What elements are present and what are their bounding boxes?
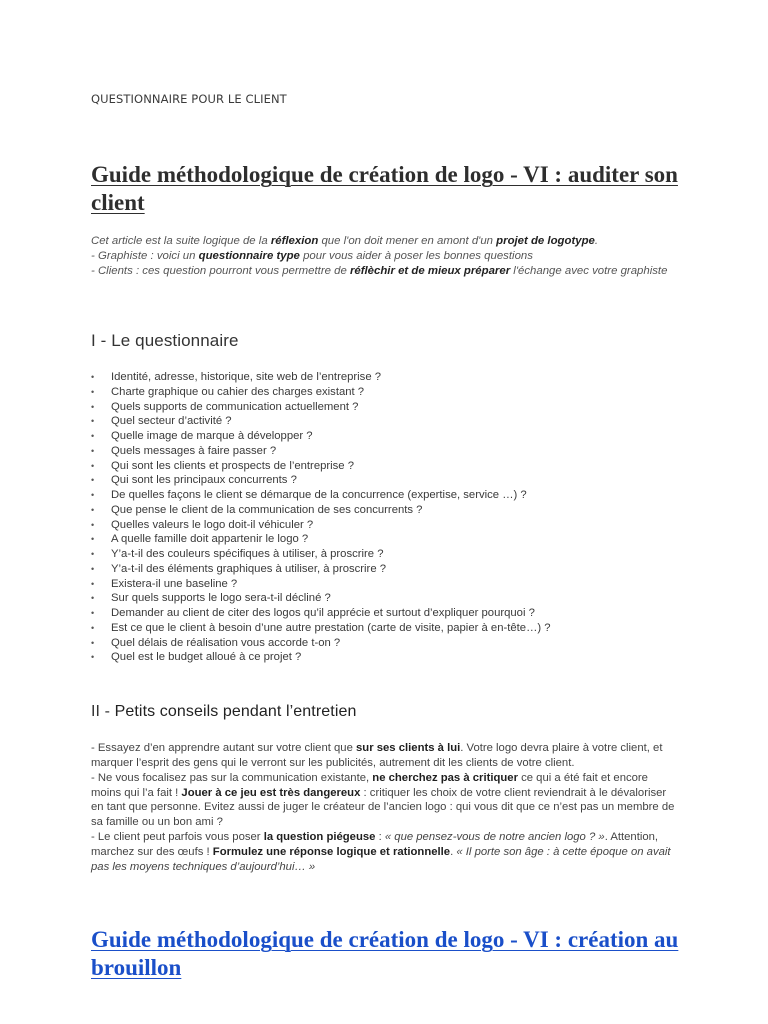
intro-text: que l'on doit mener en amont d'un bbox=[318, 235, 497, 247]
advice-emphasis: sur ses clients à lui bbox=[356, 742, 461, 754]
advice-text: . Attention, marchez sur des œufs ! bbox=[91, 831, 659, 858]
advice-text: ce qui a été fait et encore moins qui l’a fait ! bbox=[91, 771, 648, 799]
article-title[interactable] bbox=[91, 161, 691, 217]
list-item: • Quels supports de communication actuellement ? bbox=[91, 400, 691, 415]
advice-text: : bbox=[375, 831, 385, 844]
intro-text: l'échange avec votre graphiste bbox=[510, 264, 668, 277]
next-article-link[interactable] bbox=[91, 926, 691, 982]
advice-text: - Le client peut parfois vous poser bbox=[91, 831, 264, 844]
list-item: • Quel secteur d’activité ? bbox=[91, 414, 691, 429]
list-item: • Quelles valeurs le logo doit-il véhiculer ? bbox=[91, 518, 691, 533]
section-number: II - bbox=[91, 703, 115, 720]
advice-paragraph-3 bbox=[91, 830, 675, 875]
list-item: • Identité, adresse, historique, site web de l’entreprise ? bbox=[91, 370, 691, 385]
list-item: • Est ce que le client à besoin d’une autre prestation (carte de visite, papier à en-tête…) ? bbox=[91, 621, 691, 636]
article-title-text[interactable]: Guide méthodologique de création de logo - VI : auditer son client bbox=[91, 162, 678, 215]
advice-emphasis: ne cherchez pas à critiquer bbox=[372, 771, 518, 784]
question-list bbox=[91, 370, 691, 665]
intro-emphasis: réflèchir et de mieux préparer bbox=[349, 264, 511, 277]
intro-emphasis: projet de logotype bbox=[496, 235, 595, 247]
advice-quote: « Il porte son âge : à cette époque on avait pas les moyens techniques d’aujourd’hui… » bbox=[91, 845, 671, 873]
list-item: • A quelle famille doit appartenir le logo ? bbox=[91, 532, 691, 547]
list-item: • Quel délais de réalisation vous accorde t-on ? bbox=[91, 636, 691, 651]
intro-emphasis: réflexion bbox=[270, 235, 319, 247]
list-item: • Qui sont les clients et prospects de l’entreprise ? bbox=[91, 459, 691, 474]
advice-paragraph-2 bbox=[91, 771, 675, 830]
advice-quote: « que pensez-vous de notre ancien logo ? » bbox=[384, 831, 605, 844]
list-item: • Charte graphique ou cahier des charges existant ? bbox=[91, 385, 691, 400]
list-item: • Que pense le client de la communication de ses concurrents ? bbox=[91, 503, 691, 518]
advice-text: - Essayez d’en apprendre autant sur votre client que bbox=[91, 742, 357, 754]
intro-text: Cet article est la suite logique de la bbox=[91, 235, 271, 247]
section-heading-questionnaire: I - Le questionnaire bbox=[91, 331, 239, 350]
intro-line-3 bbox=[91, 264, 681, 279]
list-item: • Y’a-t-il des couleurs spécifiques à utiliser, à proscrire ? bbox=[91, 547, 691, 562]
advice-emphasis: Jouer à ce jeu est très dangereux bbox=[181, 786, 361, 799]
list-item: • Quelle image de marque à développer ? bbox=[91, 429, 691, 444]
list-item: • Qui sont les principaux concurrents ? bbox=[91, 473, 691, 488]
advice-text: - Ne vous focalisez pas sur la communication existante, bbox=[91, 771, 373, 784]
intro-text: - Clients : ces question pourront vous permettre de bbox=[91, 264, 350, 277]
section-title: Petits conseils pendant l’entretien bbox=[114, 703, 357, 720]
intro-line-1 bbox=[91, 234, 681, 249]
list-item: • Quel est le budget alloué à ce projet ? bbox=[91, 650, 691, 665]
advice-block bbox=[91, 741, 675, 875]
advice-text: . Votre logo devra plaire à votre client, et marquer l’esprit des gens qui le verront sur les publicités, autrement dit les clients de votre client. bbox=[91, 742, 663, 769]
intro-text: pour vous aider à poser les bonnes questions bbox=[299, 249, 533, 262]
list-item: • Demander au client de citer des logos qu’il apprécie et surtout d’expliquer pourquoi ? bbox=[91, 606, 691, 621]
list-item: • Y’a-t-il des éléments graphiques à utiliser, à proscrire ? bbox=[91, 562, 691, 577]
intro-text: . bbox=[594, 235, 599, 247]
advice-paragraph-1 bbox=[91, 741, 675, 771]
list-item: • De quelles façons le client se démarque de la concurrence (expertise, service …) ? bbox=[91, 488, 691, 503]
list-item: • Quels messages à faire passer ? bbox=[91, 444, 691, 459]
advice-emphasis: Formulez une réponse logique et rationnelle bbox=[212, 845, 451, 858]
intro-emphasis: questionnaire type bbox=[198, 249, 300, 262]
section-heading-conseils bbox=[91, 703, 356, 721]
advice-text: : critiquer les choix de votre client reviendrait à le dévaloriser en tant que personne. Evitez aussi de juger le créateur de l’ancien logo : qui vous dit que ce n’est pas un membre de sa famille ou un bon ami ? bbox=[91, 786, 675, 829]
list-item: • Sur quels supports le logo sera-t-il décliné ? bbox=[91, 591, 691, 606]
advice-emphasis: la question piégeuse bbox=[263, 831, 376, 844]
advice-text: . bbox=[450, 845, 457, 858]
article-intro bbox=[91, 234, 681, 278]
next-article-title[interactable]: Guide méthodologique de création de logo - VI : création au brouillon bbox=[91, 927, 679, 980]
page-label: QUESTIONNAIRE POUR LE CLIENT bbox=[91, 92, 287, 106]
list-item: • Existera-il une baseline ? bbox=[91, 577, 691, 592]
intro-line-2 bbox=[91, 249, 681, 264]
intro-text: - Graphiste : voici un bbox=[91, 249, 199, 262]
